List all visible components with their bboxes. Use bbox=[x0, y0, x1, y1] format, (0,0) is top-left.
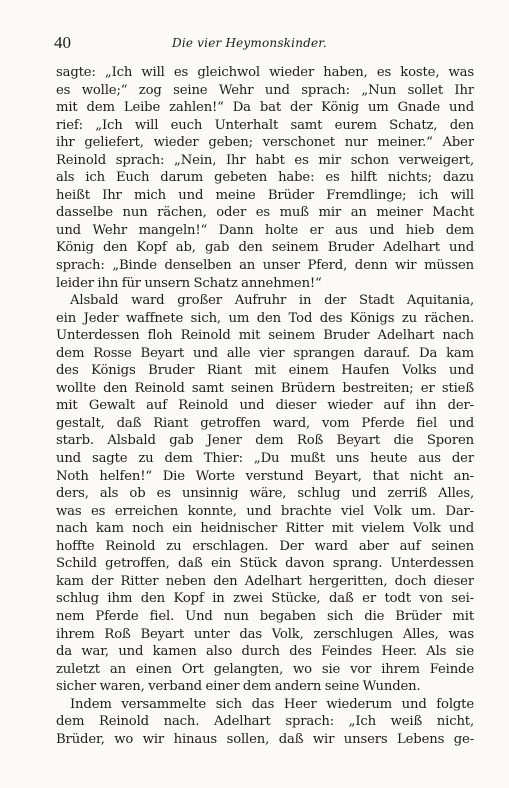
text-line: sprach: „Binde denselben an unser Pferd, denn wir müssen bbox=[56, 258, 474, 274]
text-line: Brüder, wo wir hinaus sollen, daß wir unsers Lebens ge- bbox=[56, 731, 474, 747]
text-line: nach kam noch ein heidnischer Ritter mit vielem Volk und bbox=[56, 521, 474, 537]
text-line: dem Reinold nach. Adelhart sprach: „Ich weiß nicht, bbox=[56, 714, 474, 730]
text-line: Noth helfen!“ Die Worte verstund Beyart, that nicht an- bbox=[56, 468, 474, 484]
text-line: da war, und kamen also durch des Feindes Heer. Als sie bbox=[56, 644, 474, 660]
text-line: leider ihn für unsern Schatz annehmen!“ bbox=[56, 275, 322, 291]
running-title: Die vier Heymonskinder. bbox=[172, 36, 327, 50]
page-number: 40 bbox=[54, 33, 71, 52]
text-line: Schild getroffen, daß ein Stück davon sprang. Unterdessen bbox=[56, 556, 474, 572]
text-line: rief: „Ich will euch Unterhalt samt eurem Schatz, den bbox=[56, 117, 474, 133]
page-header bbox=[40, 33, 481, 53]
text-line: ders, als ob es unsinnig wäre, schlug und zerriß Alles, bbox=[56, 486, 474, 502]
text-line: dem Rosse Beyart und alle vier sprangen darauf. Da kam bbox=[56, 345, 474, 361]
text-line: dasselbe nun rächen, oder es muß mir an meiner Macht bbox=[56, 205, 474, 221]
text-line: was es erreichen konnte, und brachte viel Volk um. Dar- bbox=[56, 503, 474, 519]
text-line: als ich Euch darum gebeten habe: es hilft nichts; dazu bbox=[56, 170, 474, 186]
body-text bbox=[56, 64, 474, 748]
text-line: sicher waren, verband einer dem andern seine Wunden. bbox=[56, 679, 421, 695]
text-line: starb. Alsbald gab Jener dem Roß Beyart die Sporen bbox=[56, 433, 474, 449]
text-line: Alsbald ward großer Aufruhr in der Stadt Aquitania, bbox=[70, 293, 474, 309]
text-line: zuletzt an einen Ort gelangten, wo sie vor ihrem Feinde bbox=[56, 661, 474, 677]
text-line: und Wehr mangeln!“ Dann holte er aus und hieb dem bbox=[56, 222, 474, 238]
text-line: des Königs Bruder Riant mit einem Haufen Volks und bbox=[56, 363, 474, 379]
text-line: ihrem Roß Beyart unter das Volk, zerschlugen Alles, was bbox=[56, 626, 474, 642]
text-line: es wolle;“ zog seine Wehr und sprach: „Nun sollet Ihr bbox=[56, 82, 474, 98]
text-line: nem Pferde fiel. Und nun begaben sich die Brüder mit bbox=[56, 608, 474, 624]
text-line: König den Kopf ab, gab den seinem Bruder Adelhart und bbox=[56, 240, 474, 256]
text-line: ihr geliefert, wieder geben; verschonet nur meiner.“ Aber bbox=[56, 135, 474, 151]
text-line: Unterdessen floh Reinold mit seinem Bruder Adelhart nach bbox=[56, 328, 474, 344]
text-line: schlug ihm den Kopf in zwei Stücke, daß er todt von sei- bbox=[56, 591, 474, 607]
text-line: Indem versammelte sich das Heer wiederum und folgte bbox=[70, 696, 474, 712]
text-line: mit Gewalt auf Reinold und dieser wieder auf ihn der- bbox=[56, 398, 474, 414]
text-line: wollte den Reinold samt seinen Brüdern bestreiten; er stieß bbox=[56, 380, 474, 396]
text-line: gestalt, daß Riant getroffen ward, vom Pferde fiel und bbox=[56, 415, 474, 431]
text-line: hoffte Reinold zu erschlagen. Der ward aber auf seinen bbox=[56, 538, 474, 554]
text-line: mit dem Leibe zahlen!“ Da bat der König um Gnade und bbox=[56, 100, 474, 116]
text-line: heißt Ihr mich und meine Brüder Fremdlinge; ich will bbox=[56, 187, 474, 203]
text-line: ein Jeder waffnete sich, um den Tod des Königs zu rächen. bbox=[56, 310, 474, 326]
text-line: und sagte zu dem Thier: „Du mußt uns heute aus der bbox=[56, 451, 474, 467]
text-line: Reinold sprach: „Nein, Ihr habt es mir schon verweigert, bbox=[56, 152, 474, 168]
text-line: kam der Ritter neben den Adelhart hergeritten, doch dieser bbox=[56, 573, 474, 589]
text-line: sagte: „Ich will es gleichwol wieder haben, es koste, was bbox=[56, 65, 474, 80]
